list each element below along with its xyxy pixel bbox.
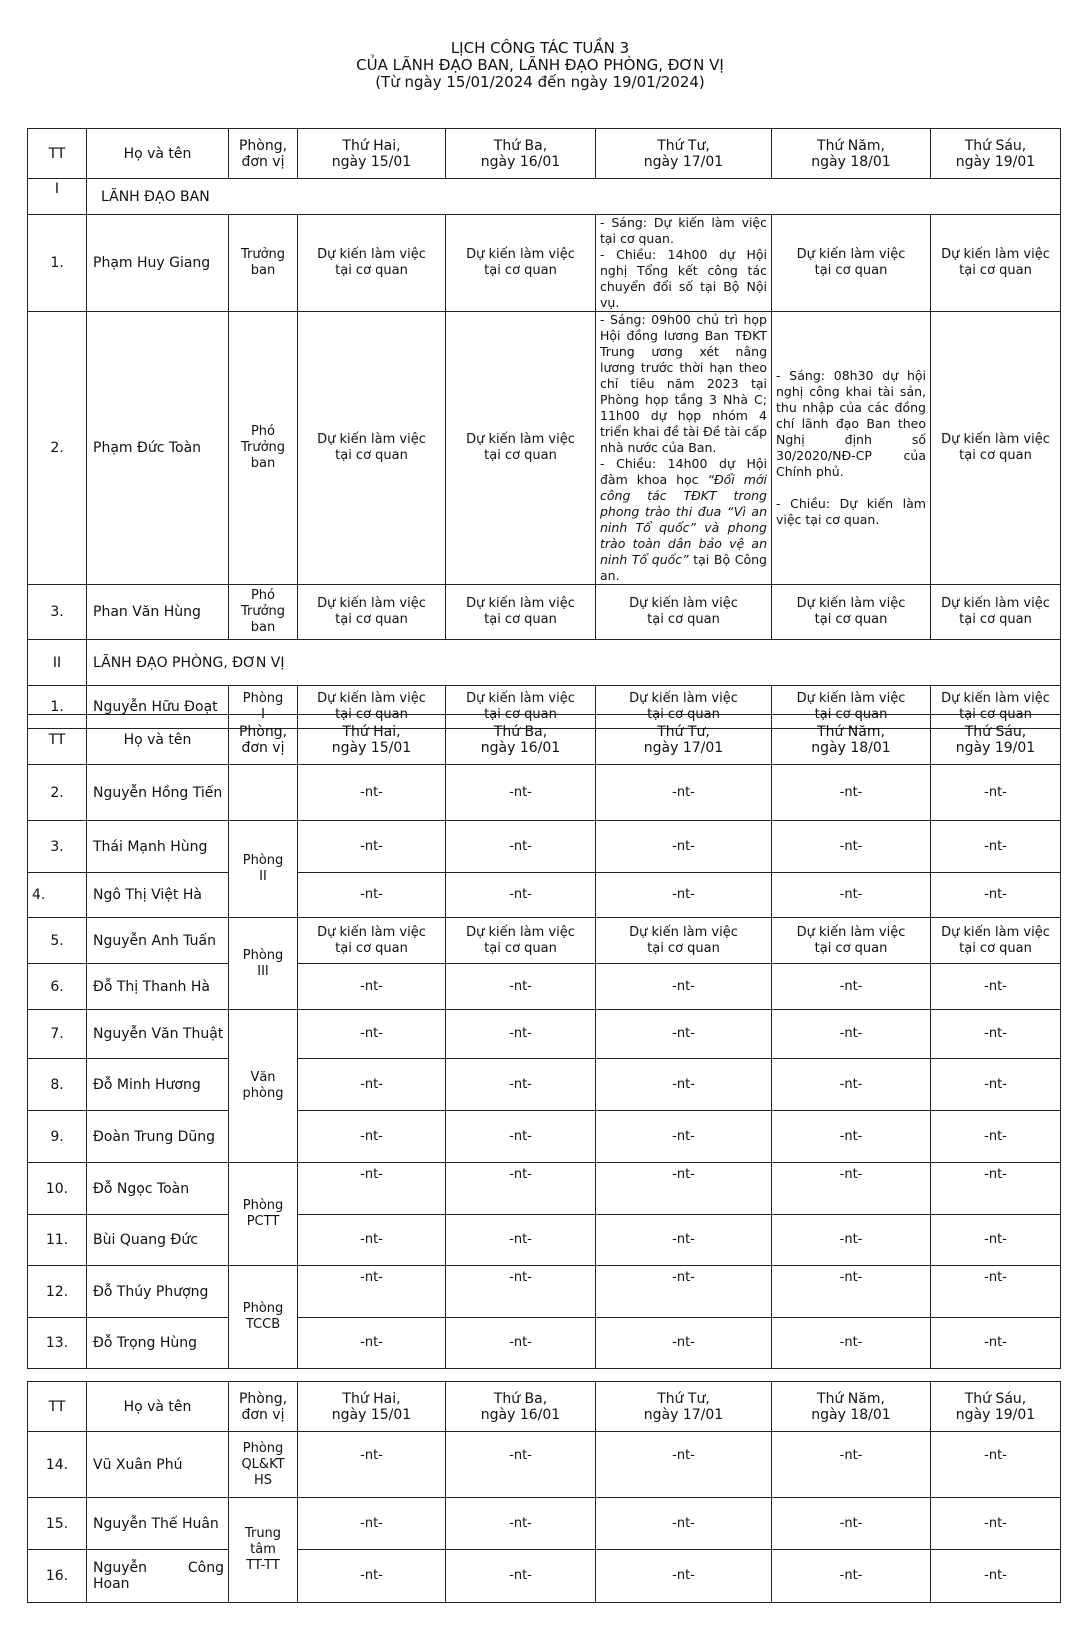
document-title: [0, 40, 1080, 91]
header-tt: TT: [28, 129, 87, 179]
table-row: [28, 765, 1061, 821]
person-name: Nguyễn Hồng Tiến: [87, 765, 229, 821]
header-monday: Thứ Hai, ngày 15/01: [298, 715, 446, 765]
friday-cell: -nt-: [931, 1215, 1061, 1266]
friday-cell: -nt-: [931, 1163, 1061, 1215]
tuesday-cell: -nt-: [446, 765, 596, 821]
title-line-2: CỦA LÃNH ĐẠO BAN, LÃNH ĐẠO PHÒNG, ĐƠN VỊ: [356, 56, 724, 74]
monday-cell: Dự kiến làm việc tại cơ quan: [298, 686, 446, 729]
header-wednesday: Thứ Tư, ngày 17/01: [596, 715, 772, 765]
unit-cell: Trung tâm TT-TT: [229, 1498, 298, 1603]
header-friday: Thứ Sáu, ngày 19/01: [931, 715, 1061, 765]
person-name: Đỗ Trọng Hùng: [87, 1318, 229, 1369]
table-row: [28, 1266, 1061, 1318]
table-row: [28, 1432, 1061, 1498]
thursday-cell: Dự kiến làm việc tại cơ quan: [772, 585, 931, 640]
thursday-cell: -nt-: [772, 1010, 931, 1059]
table-header-row: [28, 129, 1061, 179]
friday-cell: -nt-: [931, 1318, 1061, 1369]
monday-cell: -nt-: [298, 1266, 446, 1318]
thursday-cell: -nt-: [772, 1163, 931, 1215]
friday-cell: Dự kiến làm việc tại cơ quan: [931, 686, 1061, 729]
header-friday: Thứ Sáu, ngày 19/01: [931, 129, 1061, 179]
table-row: [28, 1498, 1061, 1550]
tuesday-cell: -nt-: [446, 1432, 596, 1498]
header-thursday: Thứ Năm, ngày 18/01: [772, 129, 931, 179]
person-name: Phạm Huy Giang: [87, 215, 229, 312]
tuesday-cell: -nt-: [446, 873, 596, 918]
person-name: Bùi Quang Đức: [87, 1215, 229, 1266]
wednesday-cell: -nt-: [596, 1010, 772, 1059]
thursday-cell: -nt-: [772, 1318, 931, 1369]
friday-cell: -nt-: [931, 1111, 1061, 1163]
wednesday-cell: -nt-: [596, 1163, 772, 1215]
unit-cell: Phòng II: [229, 821, 298, 918]
table-row: [28, 215, 1061, 312]
thursday-cell: -nt-: [772, 1550, 931, 1603]
monday-cell: Dự kiến làm việc tại cơ quan: [298, 312, 446, 585]
person-name: Nguyễn Văn Thuật: [87, 1010, 229, 1059]
monday-cell: Dự kiến làm việc tại cơ quan: [298, 918, 446, 964]
friday-cell: -nt-: [931, 873, 1061, 918]
unit-cell: Phó Trưởng ban: [229, 312, 298, 585]
section-label: LÃNH ĐẠO BAN: [87, 179, 1061, 215]
section-row-leaders: [28, 179, 1061, 215]
monday-cell: -nt-: [298, 1318, 446, 1369]
friday-cell: Dự kiến làm việc tại cơ quan: [931, 312, 1061, 585]
tuesday-cell: -nt-: [446, 1059, 596, 1111]
header-thursday: Thứ Năm, ngày 18/01: [772, 715, 931, 765]
unit-cell: [229, 765, 298, 821]
header-unit: Phòng, đơn vị: [229, 1382, 298, 1432]
row-number: 1.: [28, 686, 87, 729]
header-tuesday: Thứ Ba, ngày 16/01: [446, 129, 596, 179]
tuesday-cell: -nt-: [446, 1010, 596, 1059]
tuesday-cell: Dự kiến làm việc tại cơ quan: [446, 312, 596, 585]
wednesday-cell: -nt-: [596, 1059, 772, 1111]
thursday-cell: -nt-: [772, 821, 931, 873]
table-row: [28, 821, 1061, 873]
row-number: 12.: [28, 1266, 87, 1318]
table-row: [28, 1163, 1061, 1215]
tuesday-cell: -nt-: [446, 1318, 596, 1369]
thursday-cell: -nt-: [772, 873, 931, 918]
tuesday-cell: -nt-: [446, 1550, 596, 1603]
unit-cell: Phòng III: [229, 918, 298, 1010]
wednesday-cell: -nt-: [596, 821, 772, 873]
header-friday: Thứ Sáu, ngày 19/01: [931, 1382, 1061, 1432]
unit-cell: Phòng QL&KT HS: [229, 1432, 298, 1498]
section-number: II: [28, 640, 87, 686]
row-number: 3.: [28, 821, 87, 873]
unit-cell: Phòng PCTT: [229, 1163, 298, 1266]
thursday-cell: -nt-: [772, 1111, 931, 1163]
friday-cell: -nt-: [931, 1550, 1061, 1603]
tuesday-cell: Dự kiến làm việc tại cơ quan: [446, 686, 596, 729]
row-number: 11.: [28, 1215, 87, 1266]
table-row: [28, 312, 1061, 585]
monday-cell: -nt-: [298, 1550, 446, 1603]
friday-cell: -nt-: [931, 1432, 1061, 1498]
person-name: Nguyễn Thế Huân: [87, 1498, 229, 1550]
tuesday-cell: -nt-: [446, 964, 596, 1010]
person-name: Đỗ Minh Hương: [87, 1059, 229, 1111]
person-name: Đỗ Thúy Phượng: [87, 1266, 229, 1318]
row-number: 15.: [28, 1498, 87, 1550]
thursday-cell: -nt-: [772, 1266, 931, 1318]
monday-cell: -nt-: [298, 1111, 446, 1163]
monday-cell: -nt-: [298, 821, 446, 873]
person-name: Đỗ Ngọc Toàn: [87, 1163, 229, 1215]
friday-cell: Dự kiến làm việc tại cơ quan: [931, 918, 1061, 964]
wednesday-cell: -nt-: [596, 1318, 772, 1369]
monday-cell: -nt-: [298, 873, 446, 918]
row-number: 1.: [28, 215, 87, 312]
header-wednesday: Thứ Tư, ngày 17/01: [596, 129, 772, 179]
wednesday-cell: -nt-: [596, 964, 772, 1010]
friday-cell: -nt-: [931, 765, 1061, 821]
thursday-cell: -nt-: [772, 1498, 931, 1550]
section-number: I: [28, 179, 87, 215]
wednesday-cell: -nt-: [596, 1215, 772, 1266]
person-name: Vũ Xuân Phú: [87, 1432, 229, 1498]
row-number: 2.: [28, 312, 87, 585]
person-name: Ngô Thị Việt Hà: [87, 873, 229, 918]
thursday-cell: -nt-: [772, 765, 931, 821]
wednesday-cell: -nt-: [596, 1550, 772, 1603]
header-thursday: Thứ Năm, ngày 18/01: [772, 1382, 931, 1432]
wednesday-cell: Dự kiến làm việc tại cơ quan: [596, 585, 772, 640]
wednesday-cell: -nt-: [596, 1111, 772, 1163]
friday-cell: -nt-: [931, 1266, 1061, 1318]
tuesday-cell: -nt-: [446, 1111, 596, 1163]
thursday-cell: -nt-: [772, 1059, 931, 1111]
thursday-cell: -nt-: [772, 1432, 931, 1498]
wednesday-cell: -nt-: [596, 1266, 772, 1318]
monday-cell: Dự kiến làm việc tại cơ quan: [298, 585, 446, 640]
friday-cell: -nt-: [931, 1010, 1061, 1059]
thursday-cell: -nt-: [772, 1215, 931, 1266]
row-number: 14.: [28, 1432, 87, 1498]
wednesday-cell: - Sáng: 09h00 chủ trì họp Hội đồng lương Ban TĐKT Trung ương xét nâng lương trước thời hạn theo chỉ tiêu năm 2023 tại Phòng họp tầng 3 Nhà C; 11h00 dự họp nhóm 4 triển khai đề tài Đề tài cấp nhà nước của Ban. - Chiều: 14h00 dự Hội đàm khoa học “Đổi mới công tác TĐKT trong phong trào thi đua “Vì an ninh Tổ quốc” và phong trào toàn dân bảo vệ an ninh Tổ quốc” tại Bộ Công an.: [596, 312, 772, 585]
header-tuesday: Thứ Ba, ngày 16/01: [446, 715, 596, 765]
row-number: 8.: [28, 1059, 87, 1111]
row-number: 9.: [28, 1111, 87, 1163]
header-tt: TT: [28, 715, 87, 765]
header-tuesday: Thứ Ba, ngày 16/01: [446, 1382, 596, 1432]
table-row: [28, 1010, 1061, 1059]
title-line-1: LỊCH CÔNG TÁC TUẦN 3: [450, 39, 630, 57]
tuesday-cell: Dự kiến làm việc tại cơ quan: [446, 585, 596, 640]
wednesday-cell: - Sáng: Dự kiến làm việc tại cơ quan. - Chiều: 14h00 dự Hội nghị Tổng kết công tác chuyển đổi số tại Bộ Nội vụ.: [596, 215, 772, 312]
table-row: [28, 873, 1061, 918]
table-row: [28, 964, 1061, 1010]
table-row: [28, 1059, 1061, 1111]
header-name: Họ và tên: [87, 715, 229, 765]
schedule-table-2: [27, 714, 1061, 1369]
person-name: Phạm Đức Toàn: [87, 312, 229, 585]
header-name: Họ và tên: [87, 129, 229, 179]
friday-cell: Dự kiến làm việc tại cơ quan: [931, 215, 1061, 312]
tuesday-cell: Dự kiến làm việc tại cơ quan: [446, 215, 596, 312]
thursday-cell: Dự kiến làm việc tại cơ quan: [772, 686, 931, 729]
wednesday-cell: -nt-: [596, 873, 772, 918]
header-unit: Phòng, đơn vị: [229, 715, 298, 765]
friday-cell: -nt-: [931, 964, 1061, 1010]
tuesday-cell: -nt-: [446, 821, 596, 873]
tuesday-cell: -nt-: [446, 1498, 596, 1550]
row-number: 6.: [28, 964, 87, 1010]
header-wednesday: Thứ Tư, ngày 17/01: [596, 1382, 772, 1432]
table-header-row: [28, 715, 1061, 765]
monday-cell: -nt-: [298, 1432, 446, 1498]
header-tt: TT: [28, 1382, 87, 1432]
schedule-table-3: [27, 1381, 1061, 1603]
tuesday-cell: -nt-: [446, 1215, 596, 1266]
monday-cell: -nt-: [298, 765, 446, 821]
friday-cell: Dự kiến làm việc tại cơ quan: [931, 585, 1061, 640]
person-name: Nguyễn Anh Tuấn: [87, 918, 229, 964]
tuesday-cell: -nt-: [446, 1266, 596, 1318]
row-number: 4.: [28, 873, 87, 918]
title-line-3: (Từ ngày 15/01/2024 đến ngày 19/01/2024): [375, 73, 705, 91]
unit-cell: Phòng TCCB: [229, 1266, 298, 1369]
monday-cell: -nt-: [298, 1010, 446, 1059]
table-row: [28, 1550, 1061, 1603]
monday-cell: -nt-: [298, 1163, 446, 1215]
monday-cell: Dự kiến làm việc tại cơ quan: [298, 215, 446, 312]
header-monday: Thứ Hai, ngày 15/01: [298, 129, 446, 179]
tuesday-cell: Dự kiến làm việc tại cơ quan: [446, 918, 596, 964]
row-number: 5.: [28, 918, 87, 964]
wednesday-cell: -nt-: [596, 1498, 772, 1550]
table-row: [28, 585, 1061, 640]
monday-cell: -nt-: [298, 964, 446, 1010]
wednesday-cell: -nt-: [596, 1432, 772, 1498]
header-monday: Thứ Hai, ngày 15/01: [298, 1382, 446, 1432]
friday-cell: -nt-: [931, 1059, 1061, 1111]
wednesday-cell: Dự kiến làm việc tại cơ quan: [596, 686, 772, 729]
table-header-row: [28, 1382, 1061, 1432]
table-row: [28, 1215, 1061, 1266]
person-name: Đoàn Trung Dũng: [87, 1111, 229, 1163]
thursday-cell: - Sáng: 08h30 dự hội nghị công khai tài sản, thu nhập của các đồng chí lãnh đạo Ban theo Nghị định số 30/2020/NĐ-CP của Chính phủ. - Chiều: Dự kiến làm việc tại cơ quan.: [772, 312, 931, 585]
table-row: [28, 1111, 1061, 1163]
row-number: 10.: [28, 1163, 87, 1215]
row-number: 3.: [28, 585, 87, 640]
friday-cell: -nt-: [931, 1498, 1061, 1550]
row-number: 2.: [28, 765, 87, 821]
table-row: [28, 1318, 1061, 1369]
unit-cell: Phòng I: [229, 686, 298, 729]
unit-cell: Phó Trưởng ban: [229, 585, 298, 640]
wednesday-cell: Dự kiến làm việc tại cơ quan: [596, 918, 772, 964]
person-name: Nguyễn Hữu Đoạt: [87, 686, 229, 729]
header-unit: Phòng, đơn vị: [229, 129, 298, 179]
schedule-table-1: [27, 128, 1061, 729]
header-name: Họ và tên: [87, 1382, 229, 1432]
row-number: 13.: [28, 1318, 87, 1369]
friday-cell: -nt-: [931, 821, 1061, 873]
section-label: LÃNH ĐẠO PHÒNG, ĐƠN VỊ: [87, 640, 1061, 686]
thursday-cell: Dự kiến làm việc tại cơ quan: [772, 918, 931, 964]
wednesday-cell: -nt-: [596, 765, 772, 821]
tuesday-cell: -nt-: [446, 1163, 596, 1215]
monday-cell: -nt-: [298, 1059, 446, 1111]
person-name: Thái Mạnh Hùng: [87, 821, 229, 873]
monday-cell: -nt-: [298, 1498, 446, 1550]
table-row: [28, 918, 1061, 964]
section-row-units: [28, 640, 1061, 686]
person-name: Nguyễn Công Hoan: [87, 1550, 229, 1603]
monday-cell: -nt-: [298, 1215, 446, 1266]
row-number: 16.: [28, 1550, 87, 1603]
person-name: Phan Văn Hùng: [87, 585, 229, 640]
unit-cell: Văn phòng: [229, 1010, 298, 1163]
thursday-cell: -nt-: [772, 964, 931, 1010]
unit-cell: Trưởng ban: [229, 215, 298, 312]
thursday-cell: Dự kiến làm việc tại cơ quan: [772, 215, 931, 312]
row-number: 7.: [28, 1010, 87, 1059]
person-name: Đỗ Thị Thanh Hà: [87, 964, 229, 1010]
